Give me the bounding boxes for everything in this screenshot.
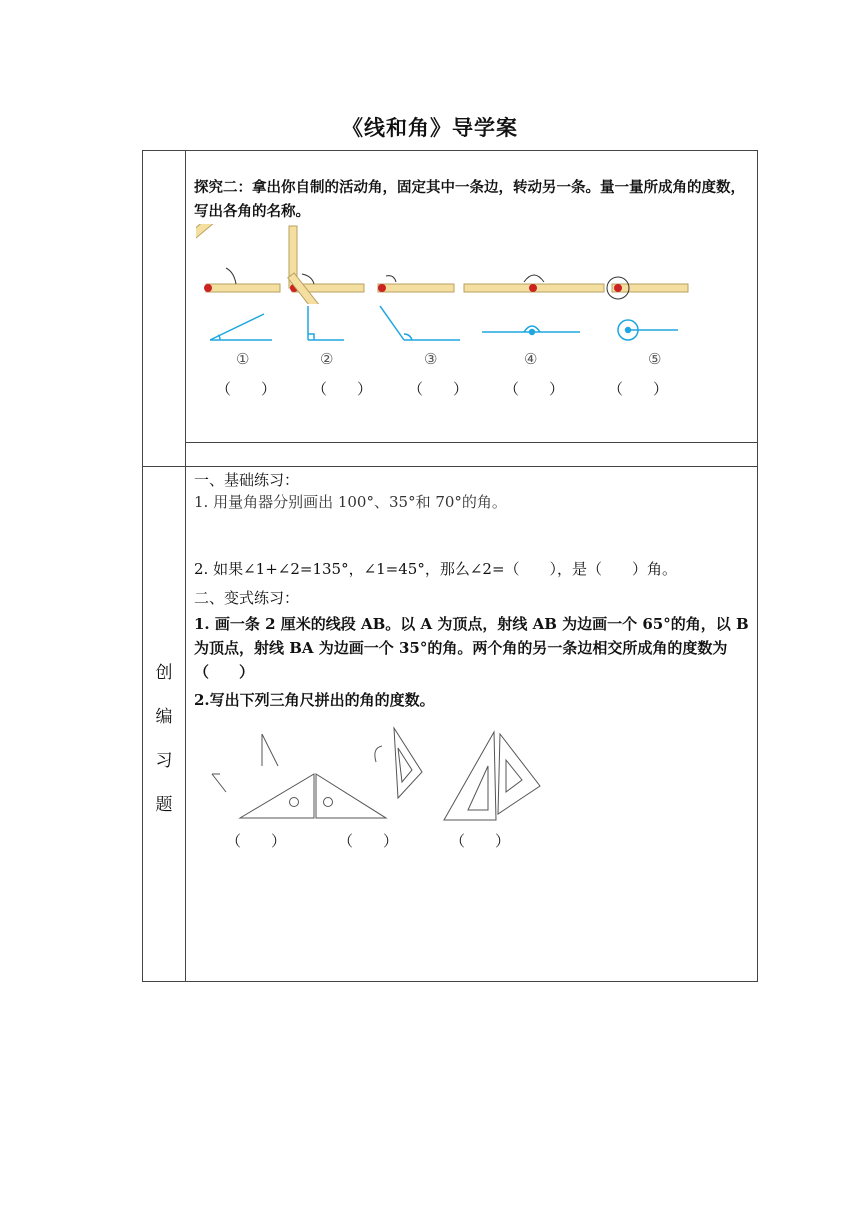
answer-blank-2[interactable]: （ ） bbox=[312, 380, 373, 398]
ruler-answer-blank-3[interactable]: （ ） bbox=[450, 832, 511, 850]
movable-angle-figures bbox=[196, 224, 696, 304]
right-angle bbox=[308, 306, 344, 340]
straight-angle bbox=[482, 326, 580, 335]
ruler-combo-2 bbox=[375, 728, 422, 798]
basic-practice-heading: 一、基础练习： bbox=[194, 471, 300, 489]
table-border-right bbox=[757, 150, 758, 982]
answer-blank-1[interactable]: （ ） bbox=[216, 380, 277, 398]
marker-3: ③ bbox=[424, 350, 438, 368]
side-label-char-4: 题 bbox=[155, 795, 173, 815]
row-divider-inner bbox=[185, 442, 758, 443]
answer-blank-4[interactable]: （ ） bbox=[504, 380, 565, 398]
table-border-top bbox=[142, 150, 758, 151]
angle-diagrams bbox=[196, 304, 696, 348]
ruler-combo-1 bbox=[212, 734, 386, 818]
variant-question-1: 1. 画一条 2 厘米的线段 AB。以 A 为顶点，射线 AB 为边画一个 65°的角，以 B 为顶点，射线 BA 为边画一个 35°的角。两个角的另一条边相交所成角的度数为（ ） bbox=[194, 615, 749, 681]
obtuse-angle bbox=[380, 306, 460, 340]
side-label-char-2: 编 bbox=[155, 707, 173, 727]
triangle-ruler-figures bbox=[206, 726, 546, 826]
table-border-bottom bbox=[142, 981, 758, 982]
ruler-answer-blank-1[interactable]: （ ） bbox=[226, 832, 287, 850]
answer-blank-5[interactable]: （ ） bbox=[608, 380, 669, 398]
marker-2: ② bbox=[320, 350, 334, 368]
marker-4: ④ bbox=[524, 350, 538, 368]
marker-5: ⑤ bbox=[648, 350, 662, 368]
movable-angle-1 bbox=[196, 224, 280, 292]
question-2: 2. 如果∠1+∠2=135°，∠1=45°，那么∠2=（ ），是（ ）角。 bbox=[194, 560, 678, 578]
variant-question-2: 2.写出下列三角尺拼出的角的度数。 bbox=[194, 691, 435, 709]
marker-1: ① bbox=[236, 350, 250, 368]
ruler-answer-blank-2[interactable]: （ ） bbox=[338, 832, 399, 850]
movable-angle-5 bbox=[607, 277, 688, 299]
acute-angle bbox=[210, 314, 272, 340]
question-1: 1. 用量角器分别画出 100°、35°和 70°的角。 bbox=[194, 493, 507, 511]
side-label-char-3: 习 bbox=[155, 751, 173, 771]
variant-practice-heading: 二、变式练习： bbox=[194, 589, 300, 607]
full-angle bbox=[618, 320, 678, 340]
table-border-left-upper bbox=[142, 150, 143, 466]
side-label-char-1: 创 bbox=[155, 663, 173, 683]
answer-blank-3[interactable]: （ ） bbox=[408, 380, 469, 398]
exploration-instruction: 探究二：拿出你自制的活动角，固定其中一条边，转动另一条。量一量所成角的度数，写出各角的名称。 bbox=[194, 180, 745, 220]
movable-angle-4 bbox=[464, 275, 604, 292]
worksheet-table bbox=[142, 150, 758, 982]
column-divider bbox=[185, 150, 186, 982]
ruler-combo-3 bbox=[444, 732, 540, 820]
page-title: 《线和角》导学案 bbox=[342, 115, 518, 140]
row-divider bbox=[142, 466, 758, 467]
